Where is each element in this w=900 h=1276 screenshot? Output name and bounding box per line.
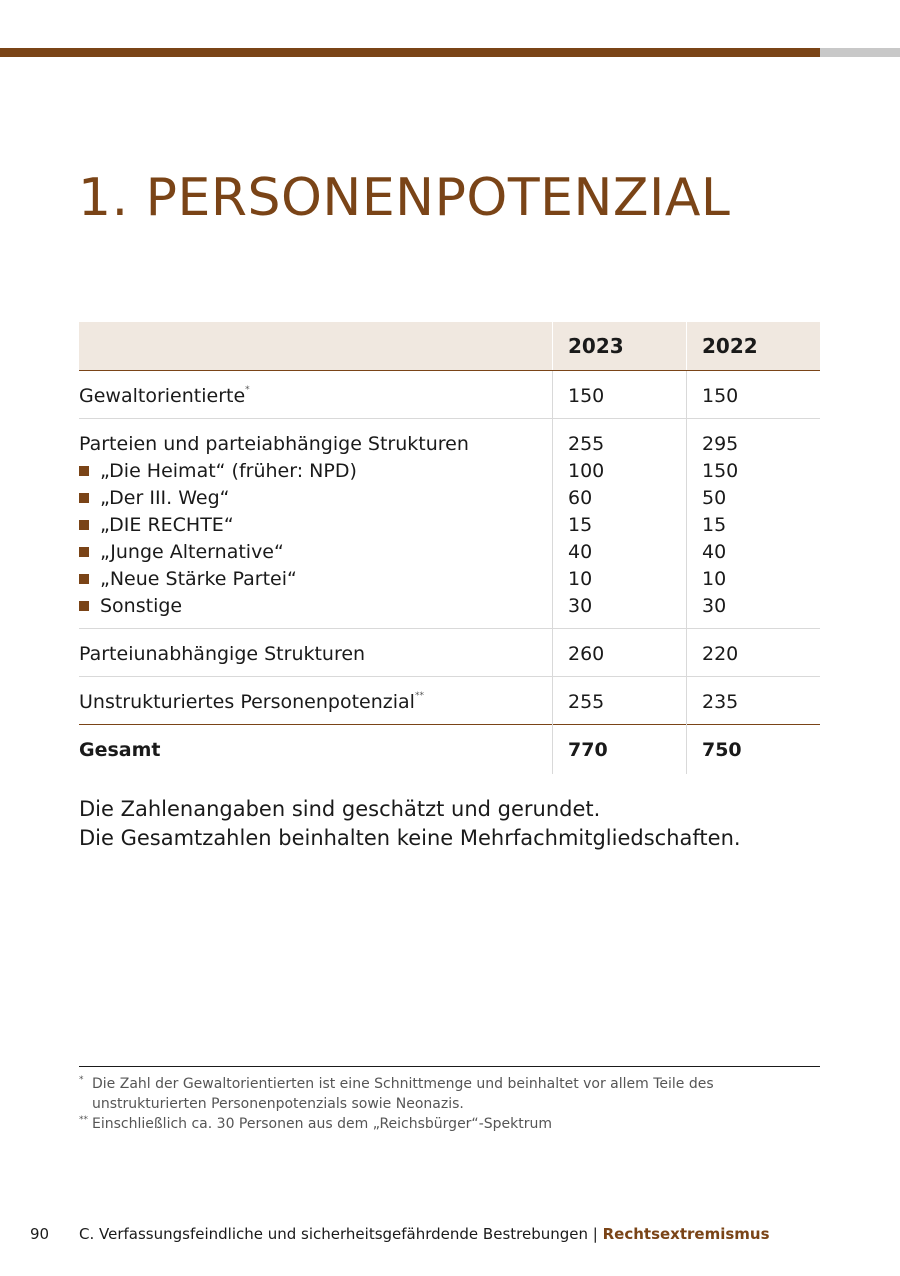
value-2022: 220	[686, 628, 820, 676]
footnote-divider	[79, 1066, 820, 1067]
page-number: 90	[30, 1225, 50, 1243]
list-item: „Neue Stärke Partei“	[79, 566, 552, 593]
value-2022: 50	[701, 486, 727, 509]
value-2023: 255	[568, 432, 605, 455]
row-label: Parteiunabhängige Strukturen	[79, 642, 366, 665]
value-2023: 60	[568, 486, 593, 509]
header-label-cell	[79, 322, 553, 370]
list-item: Sonstige	[79, 593, 552, 620]
value-2022: 10	[701, 567, 727, 590]
table-note	[79, 795, 741, 853]
top-accent-bar	[0, 48, 820, 57]
footer-running-title	[79, 1224, 770, 1244]
bullet-square-icon	[79, 520, 89, 530]
footnote-marker: **	[414, 690, 424, 701]
table-row-gewaltorientierte	[79, 370, 820, 418]
footnote-marker: *	[245, 384, 250, 395]
value-2023: 100	[568, 459, 605, 482]
personenpotenzial-table	[79, 322, 820, 774]
table-row-unstrukturiert	[79, 676, 820, 724]
footnotes	[79, 1074, 820, 1134]
table-row-parteiunabhaengige	[79, 628, 820, 676]
value-2023: 15	[568, 513, 593, 536]
footnote-item	[79, 1114, 820, 1134]
values-2023	[553, 418, 687, 628]
row-label	[79, 418, 553, 628]
total-label: Gesamt	[79, 738, 161, 761]
header-year-2023: 2023	[553, 322, 687, 370]
row-label-text: Unstrukturiertes Personenpotenzial	[79, 690, 415, 713]
table-row-parteien	[79, 418, 820, 628]
row-label-text: Gewaltorientierte	[79, 384, 246, 407]
value-2023: 40	[568, 540, 593, 563]
footnote-mark: **	[79, 1115, 88, 1125]
value-2023: 30	[568, 594, 593, 617]
table-row-total	[79, 724, 820, 774]
value-2023: 10	[568, 567, 593, 590]
bullet-square-icon	[79, 547, 89, 557]
header-year-2022: 2022	[686, 322, 820, 370]
value-2022: 15	[701, 513, 727, 536]
value-2022: 150	[686, 370, 820, 418]
note-line: Die Gesamtzahlen beinhalten keine Mehrfachmitgliedschaften.	[79, 826, 741, 850]
top-grey-bar	[820, 48, 900, 57]
total-2023: 770	[553, 724, 687, 774]
footnote-mark: *	[79, 1075, 84, 1085]
row-label	[79, 370, 553, 418]
values-2022	[686, 418, 820, 628]
footnote-item	[79, 1074, 820, 1114]
bullet-square-icon	[79, 493, 89, 503]
footnote-text: Die Zahl der Gewaltorientierten ist eine Schnittmenge und beinhaltet vor allem Teile des unstrukturierten Personenpotenzials sowie Neonazis.	[92, 1076, 714, 1112]
value-2022: 295	[701, 432, 739, 455]
note-line: Die Zahlenangaben sind geschätzt und gerundet.	[79, 797, 601, 821]
bullet-square-icon	[79, 466, 89, 476]
list-item: „Der III. Weg“	[79, 485, 552, 512]
footer-section: C. Verfassungsfeindliche und sicherheitsgefährdende Bestrebungen |	[79, 1225, 598, 1243]
page-title: 1. PERSONENPOTENZIAL	[78, 168, 731, 228]
value-2022: 30	[701, 594, 727, 617]
table-header-row	[79, 322, 820, 370]
value-2023: 255	[553, 676, 687, 724]
list-item: „DIE RECHTE“	[79, 512, 552, 539]
value-2023: 260	[553, 628, 687, 676]
value-2023: 150	[553, 370, 687, 418]
row-label-text: Parteien und parteiabhängige Strukturen	[79, 432, 469, 455]
bullet-square-icon	[79, 574, 89, 584]
total-2022: 750	[686, 724, 820, 774]
row-label	[79, 676, 553, 724]
list-item: „Die Heimat“ (früher: NPD)	[79, 458, 552, 485]
value-2022: 150	[701, 459, 739, 482]
value-2022: 40	[701, 540, 727, 563]
footnote-text: Einschließlich ca. 30 Personen aus dem „Reichsbürger“-Spektrum	[92, 1116, 552, 1132]
value-2022: 235	[686, 676, 820, 724]
list-item: „Junge Alternative“	[79, 539, 552, 566]
bullet-square-icon	[79, 601, 89, 611]
footer-chapter: Rechtsextremismus	[602, 1225, 770, 1243]
